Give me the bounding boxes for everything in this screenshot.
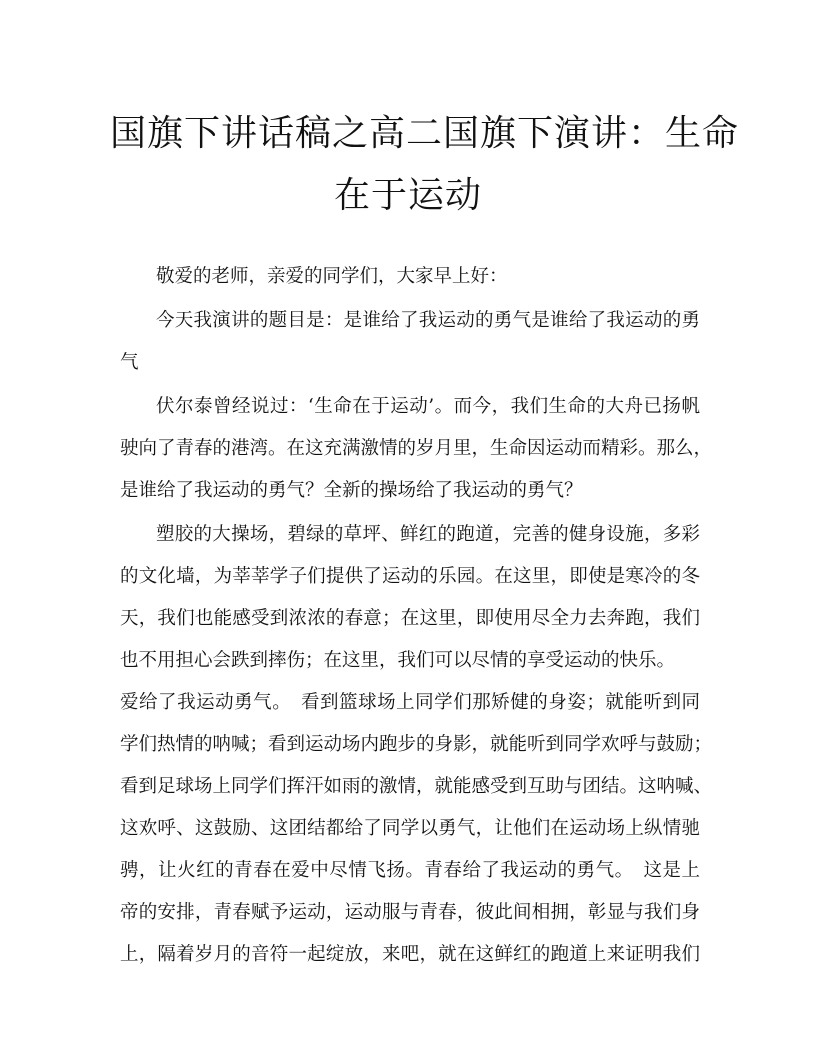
text-line: 这欢呼、这鼓励、这团结都给了同学以勇气，让他们在运动场上纵情驰 <box>120 818 700 839</box>
text-line: 看到足球场上同学们挥汗如雨的激情，就能感受到互助与团结。这呐喊、 <box>120 776 713 797</box>
text-line: 的文化墙，为莘莘学子们提供了运动的乐园。在这里，即使是寒冷的冬 <box>120 566 700 587</box>
text-line: 爱给了我运动勇气。 看到篮球场上同学们那矫健的身姿；就能听到同 <box>120 692 700 713</box>
text-line: 驶向了青春的港湾。在这充满激情的岁月里，生命因运动而精彩。那么， <box>120 438 713 459</box>
text-line: 天，我们也能感受到浓浓的春意；在这里，即使用尽全力去奔跑，我们 <box>120 608 700 629</box>
text-line: 敬爱的老师，亲爱的同学们，大家早上好： <box>156 266 508 287</box>
text-line: 帝的安排，青春赋予运动，运动服与青春，彼此间相拥，彰显与我们身 <box>120 902 700 923</box>
text-line: 气 <box>120 352 139 373</box>
document-title-line-1: 国旗下讲话稿之高二国旗下演讲：生命 <box>110 113 740 154</box>
text-line: 骋，让火红的青春在爱中尽情飞扬。青春给了我运动的勇气。 这是上 <box>120 860 700 881</box>
text-line: 学们热情的呐喊；看到运动场内跑步的身影，就能听到同学欢呼与鼓励； <box>120 734 713 755</box>
text-line: 也不用担心会跌到摔伤；在这里，我们可以尽情的享受运动的快乐。 <box>120 650 676 671</box>
text-line: 伏尔泰曾经说过：‘生命在于运动’。而今，我们生命的大舟已扬帆 <box>156 396 700 417</box>
document-title-line-2: 在于运动 <box>333 175 482 216</box>
text-line: 塑胶的大操场，碧绿的草坪、鲜红的跑道，完善的健身设施，多彩 <box>156 524 700 545</box>
text-line: 今天我演讲的题目是：是谁给了我运动的勇气是谁给了我运动的勇 <box>156 310 700 331</box>
text-line: 上，隔着岁月的音符一起绽放，来吧，就在这鲜红的跑道上来证明我们 <box>120 944 700 965</box>
text-line: 是谁给了我运动的勇气？全新的操场给了我运动的勇气？ <box>120 480 583 501</box>
